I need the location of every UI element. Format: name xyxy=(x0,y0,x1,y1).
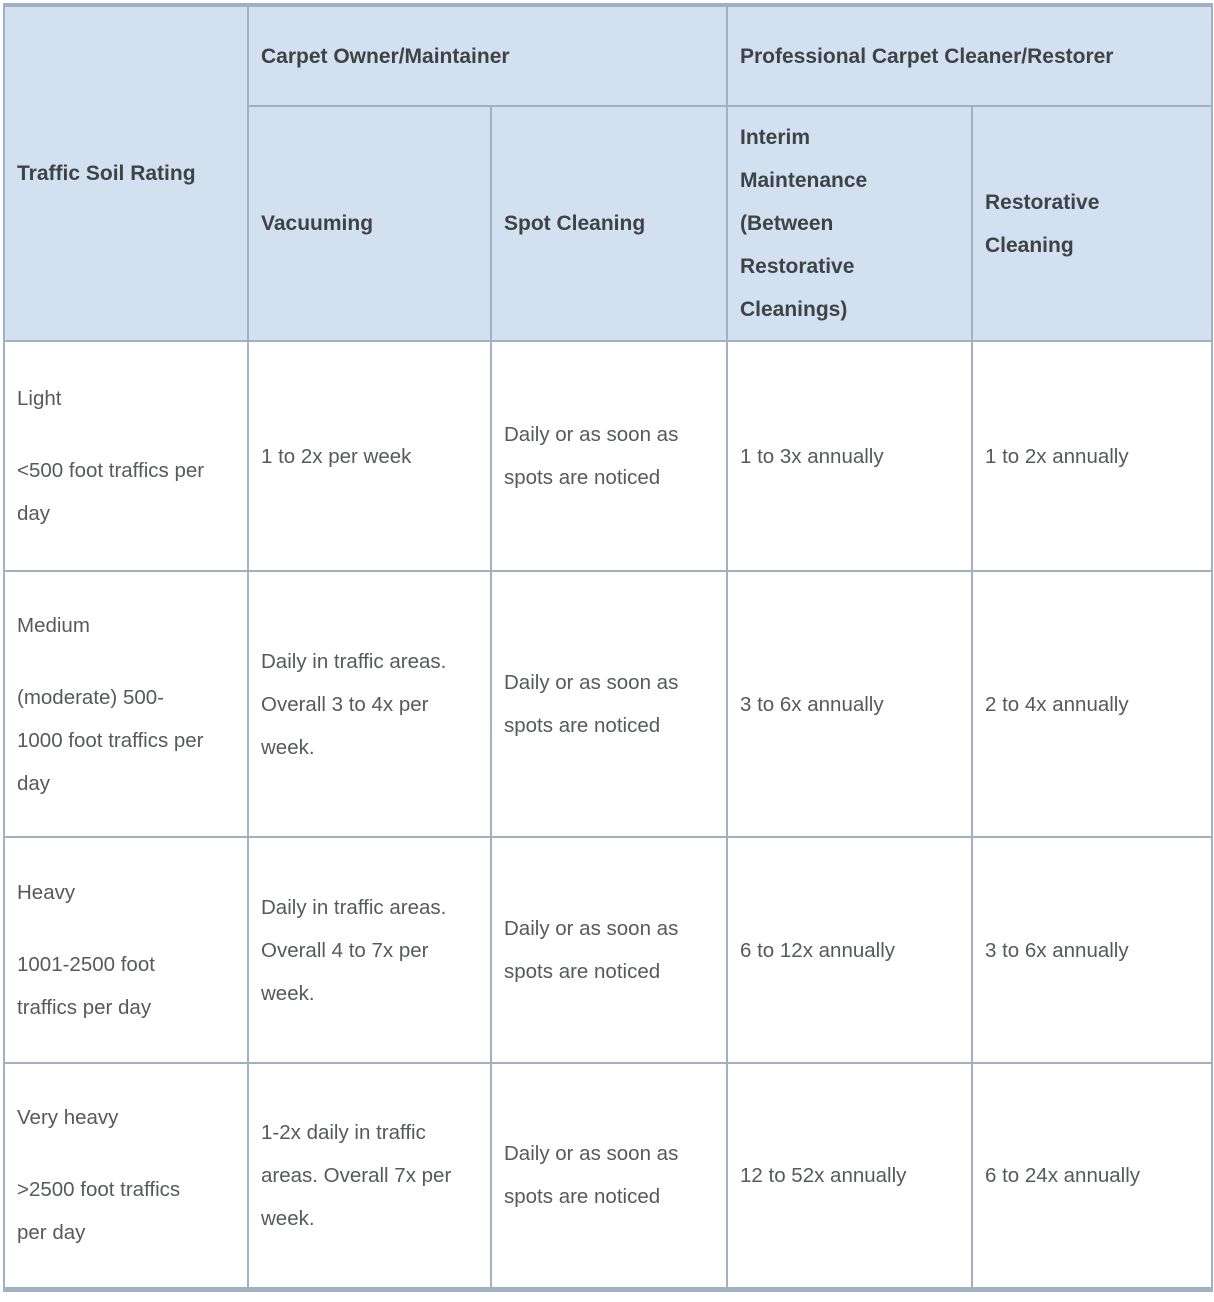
vacuuming-value: 1-2x daily in traffic areas. Overall 7x per week. xyxy=(261,1120,452,1230)
spot-cleaning-cell xyxy=(491,341,727,571)
rating-detail: (moderate) 500-1000 foot traffics per day xyxy=(17,685,204,795)
header-group-professional-cleaner-restorer-label: Professional Carpet Cleaner/Restorer xyxy=(740,44,1114,68)
header-traffic-soil-rating-label: Traffic Soil Rating xyxy=(17,162,196,185)
restorative-cleaning-value: 3 to 6x annually xyxy=(985,938,1129,962)
restorative-cleaning-cell xyxy=(972,341,1212,571)
header-interim-maintenance xyxy=(727,106,972,341)
vacuuming-value: 1 to 2x per week xyxy=(261,444,412,468)
vacuuming-cell xyxy=(248,837,491,1063)
rating-label: Very heavy xyxy=(17,1106,119,1130)
header-group-row xyxy=(4,5,1212,106)
rating-cell xyxy=(4,837,248,1063)
restorative-cleaning-cell xyxy=(972,837,1212,1063)
rating-cell xyxy=(4,341,248,571)
spot-cleaning-value: Daily or as soon as spots are noticed xyxy=(504,423,679,489)
vacuuming-cell xyxy=(248,571,491,837)
header-restorative-cleaning-label: Restorative Cleaning xyxy=(985,190,1100,257)
interim-maintenance-value: 12 to 52x annually xyxy=(740,1163,907,1187)
rating-detail: >2500 foot traffics per day xyxy=(17,1178,181,1245)
spot-cleaning-cell xyxy=(491,1063,727,1289)
spot-cleaning-value: Daily or as soon as spots are noticed xyxy=(504,671,679,737)
interim-maintenance-value: 1 to 3x annually xyxy=(740,444,884,468)
header-restorative-cleaning xyxy=(972,106,1212,341)
spot-cleaning-value: Daily or as soon as spots are noticed xyxy=(504,1142,679,1209)
carpet-maintenance-table xyxy=(3,3,1213,1292)
vacuuming-value: Daily in traffic areas. Overall 4 to 7x per week. xyxy=(261,895,447,1005)
vacuuming-cell xyxy=(248,341,491,571)
header-spot-cleaning xyxy=(491,106,727,341)
header-interim-maintenance-label: Interim Maintenance (Between Restorative Cleanings) xyxy=(740,126,868,321)
spot-cleaning-cell xyxy=(491,837,727,1063)
restorative-cleaning-cell xyxy=(972,1063,1212,1289)
table-row-medium xyxy=(4,571,1212,837)
interim-maintenance-cell xyxy=(727,837,972,1063)
interim-maintenance-cell xyxy=(727,571,972,837)
restorative-cleaning-value: 1 to 2x annually xyxy=(985,444,1129,468)
rating-detail: <500 foot traffics per day xyxy=(17,459,205,525)
rating-label: Medium xyxy=(17,613,90,637)
rating-detail: 1001-2500 foot traffics per day xyxy=(17,953,155,1019)
header-vacuuming xyxy=(248,106,491,341)
header-group-professional-cleaner-restorer xyxy=(727,5,1212,106)
rating-label: Heavy xyxy=(17,881,76,904)
restorative-cleaning-value: 6 to 24x annually xyxy=(985,1163,1141,1187)
table-body xyxy=(4,341,1212,1289)
table-row-light xyxy=(4,341,1212,571)
spot-cleaning-value: Daily or as soon as spots are noticed xyxy=(504,917,679,983)
header-group-carpet-owner-maintainer xyxy=(248,5,727,106)
restorative-cleaning-value: 2 to 4x annually xyxy=(985,692,1129,716)
table-header xyxy=(4,5,1212,341)
rating-label: Light xyxy=(17,387,62,410)
header-traffic-soil-rating xyxy=(4,5,248,341)
vacuuming-cell xyxy=(248,1063,491,1289)
interim-maintenance-cell xyxy=(727,341,972,571)
spot-cleaning-cell xyxy=(491,571,727,837)
table-row-very-heavy xyxy=(4,1063,1212,1289)
header-spot-cleaning-label: Spot Cleaning xyxy=(504,212,646,235)
interim-maintenance-value: 3 to 6x annually xyxy=(740,692,884,716)
vacuuming-value: Daily in traffic areas. Overall 3 to 4x per week. xyxy=(261,649,447,759)
header-vacuuming-label: Vacuuming xyxy=(261,212,374,235)
header-group-carpet-owner-maintainer-label: Carpet Owner/Maintainer xyxy=(261,44,510,68)
interim-maintenance-value: 6 to 12x annually xyxy=(740,938,896,962)
restorative-cleaning-cell xyxy=(972,571,1212,837)
interim-maintenance-cell xyxy=(727,1063,972,1289)
rating-cell xyxy=(4,1063,248,1289)
rating-cell xyxy=(4,571,248,837)
table-row-heavy xyxy=(4,837,1212,1063)
